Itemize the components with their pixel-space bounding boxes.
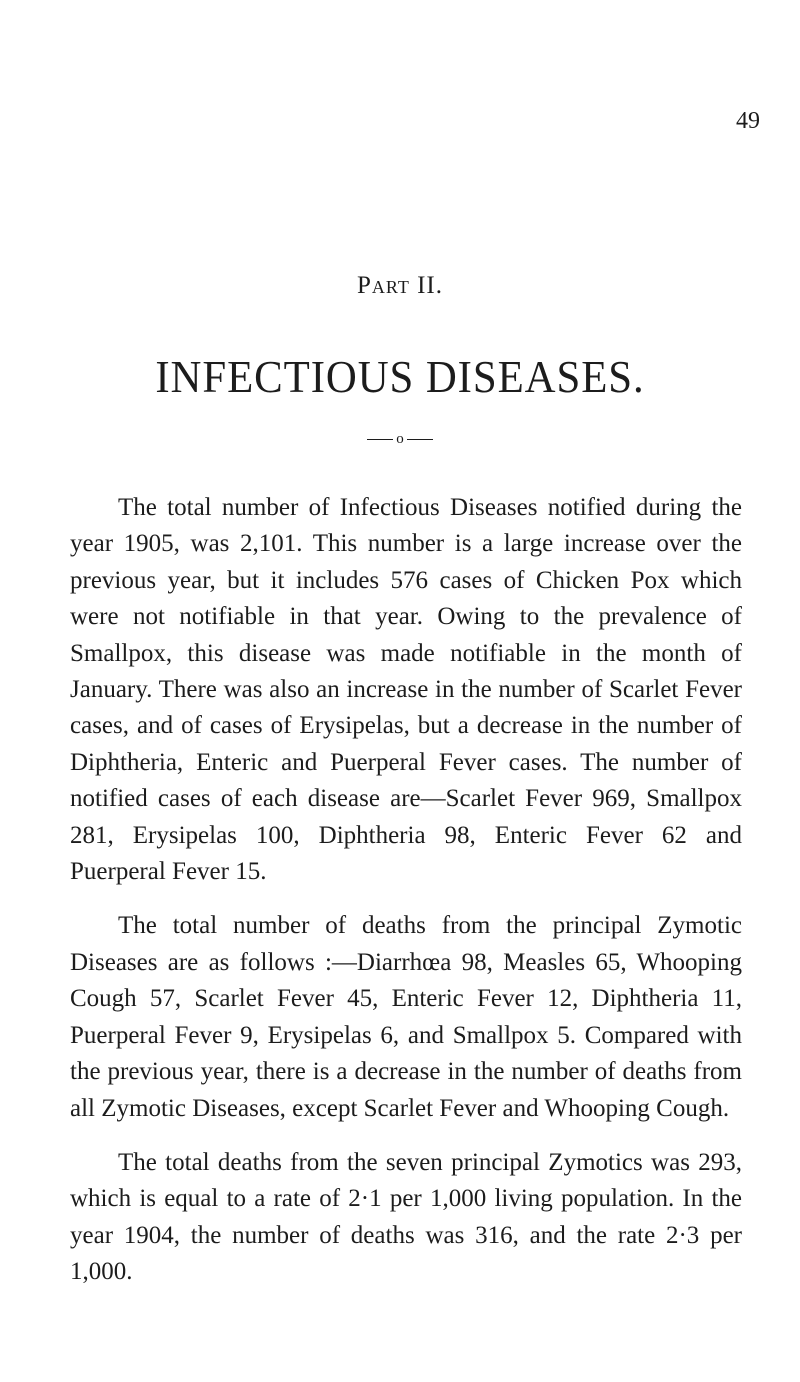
paragraph-death-rate: The total deaths from the seven principal Zymotics was 293, which is equal to a rate of 2·1 per 1,000 living population. In the year 1904, the number of deaths was 316, and the rate 2·3 per 1,000. — [70, 1148, 742, 1286]
divider-mark: o — [396, 430, 404, 447]
paragraph-zymotic-deaths: The total number of deaths from the principal Zymotic Diseases are as follows :—Diarrhœa 98, Measles 65, Whooping Cough 57, Scarlet Fever 45, Enteric Fever 12, Diphtheria 11, Puerperal Fever 9, Erysipelas 6, and Smallpox 5. Compared with the previous year, there is a decrease in the number of deaths from all Zymotic Diseases, except Scarlet Fever and Whooping Cough. — [70, 912, 742, 1122]
body-text — [70, 490, 742, 1309]
paragraph-notified-cases: The total number of Infectious Diseases notified during the year 1905, was 2,101. This number is a large increase over the previous year, but it includes 576 cases of Chicken Pox which were not notifiable in that year. Owing to the prevalence of Smallpox, this disease was made notifiable in the month of January. There was also an increase in the number of Scarlet Fever cases, and of cases of Erysipelas, but a decrease in the number of Diphtheria, Enteric and Puerperal Fever cases. The number of notified cases of each disease are—Scarlet Fever 969, Smallpox 281, Erysipelas 100, Diphtheria 98, Enteric Fever 62 and Puerperal Fever 15. — [70, 494, 742, 886]
section-title: INFECTIOUS DISEASES. — [155, 351, 645, 402]
part-heading: Part II. — [357, 272, 443, 299]
section-divider — [0, 430, 800, 448]
divider-rule-left — [367, 439, 393, 440]
divider-rule-right — [407, 439, 433, 440]
page-number: 49 — [736, 108, 760, 134]
